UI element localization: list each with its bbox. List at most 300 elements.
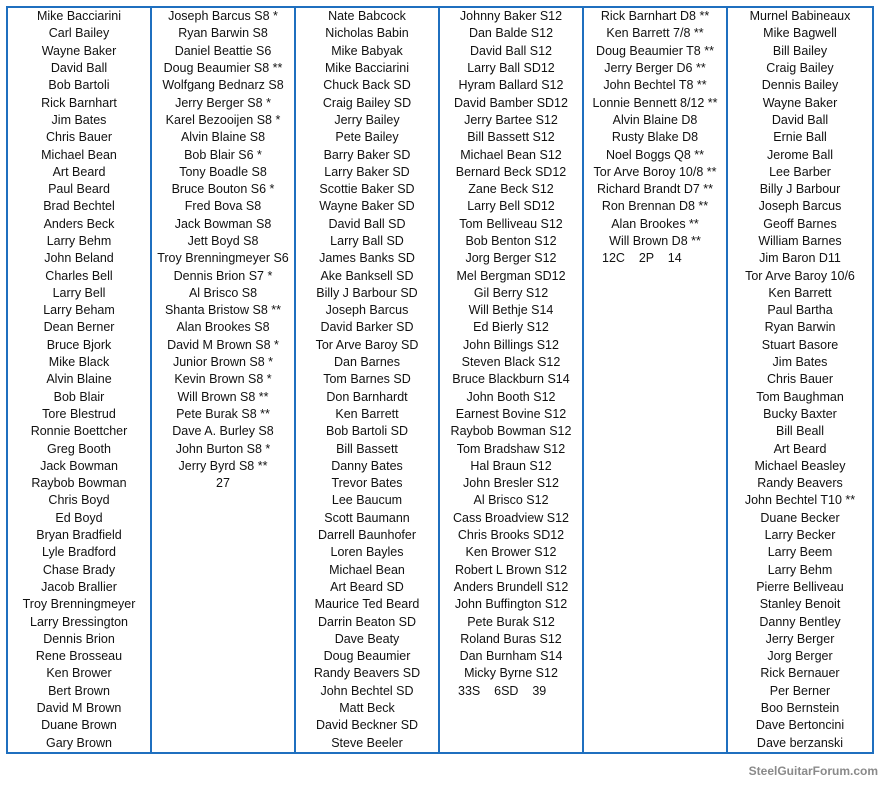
table-cell: Jim Baron D11 — [727, 250, 873, 267]
table-cell: Jerry Berger — [727, 631, 873, 648]
table-cell: Art Beard — [727, 440, 873, 457]
table-cell: Wolfgang Bednarz S8 — [151, 77, 295, 94]
table-cell: Bob Bartoli — [7, 77, 151, 94]
table-cell: Bill Bailey — [727, 43, 873, 60]
table-cell: Ken Brower S12 — [439, 544, 583, 561]
table-cell: Jacob Brallier — [7, 579, 151, 596]
table-cell: Tony Boadle S8 — [151, 164, 295, 181]
table-cell: Jerry Berger S8 * — [151, 94, 295, 111]
table-row — [7, 665, 873, 682]
table-cell: John Bechtel T10 ** — [727, 492, 873, 509]
table-cell: William Barnes — [727, 233, 873, 250]
table-cell: Steven Black S12 — [439, 354, 583, 371]
table-cell: David Bamber SD12 — [439, 94, 583, 111]
table-cell — [439, 734, 583, 752]
table-cell: Ernie Ball — [727, 129, 873, 146]
table-cell: Bucky Baxter — [727, 406, 873, 423]
table-cell: John Burton S8 * — [151, 440, 295, 457]
table-cell: Greg Booth — [7, 440, 151, 457]
table-cell — [583, 458, 727, 475]
table-cell: Art Beard SD — [295, 579, 439, 596]
table-cell: Troy Brenningmeyer — [7, 596, 151, 613]
table-cell: Mike Black — [7, 354, 151, 371]
table-cell: Ronnie Boettcher — [7, 423, 151, 440]
table-cell: David Beckner SD — [295, 717, 439, 734]
table-cell: Tore Blestrud — [7, 406, 151, 423]
table-cell: Jerry Berger D6 ** — [583, 60, 727, 77]
table-row — [7, 285, 873, 302]
table-cell — [151, 665, 295, 682]
table-cell: Craig Bailey SD — [295, 94, 439, 111]
table-cell: Tor Arve Baroy SD — [295, 337, 439, 354]
table-cell: Don Barnhardt — [295, 389, 439, 406]
table-cell: David Ball SD — [295, 216, 439, 233]
table-cell: Mike Babyak — [295, 43, 439, 60]
table-cell: Hyram Ballard S12 — [439, 77, 583, 94]
table-cell: Hal Braun S12 — [439, 458, 583, 475]
table-cell: Ken Barrett 7/8 ** — [583, 25, 727, 42]
table-cell: Ken Barrett — [727, 285, 873, 302]
table-cell — [151, 510, 295, 527]
table-cell — [583, 267, 727, 284]
table-cell: Nicholas Babin — [295, 25, 439, 42]
table-cell: Joseph Barcus S8 * — [151, 7, 295, 25]
table-cell — [151, 648, 295, 665]
table-cell: Bill Bassett — [295, 440, 439, 457]
table-row — [7, 371, 873, 388]
table-cell: Maurice Ted Beard — [295, 596, 439, 613]
table-cell: Ken Brower — [7, 665, 151, 682]
table-cell: Dave Beaty — [295, 631, 439, 648]
table-cell: Mike Bagwell — [727, 25, 873, 42]
table-cell: Lyle Bradford — [7, 544, 151, 561]
table-cell: Charles Bell — [7, 267, 151, 284]
table-row — [7, 337, 873, 354]
table-cell: Ken Barrett — [295, 406, 439, 423]
table-cell — [151, 734, 295, 752]
table-cell: Bernard Beck SD12 — [439, 164, 583, 181]
table-cell: Bruce Bouton S6 * — [151, 181, 295, 198]
table-cell: David Ball — [7, 60, 151, 77]
table-cell: Daniel Beattie S6 — [151, 43, 295, 60]
table-cell: David Ball S12 — [439, 43, 583, 60]
table-row — [7, 60, 873, 77]
table-cell: Dave berzanski — [727, 734, 873, 752]
table-row — [7, 25, 873, 42]
table-cell: Larry Bressington — [7, 613, 151, 630]
table-cell — [151, 717, 295, 734]
table-cell: Pete Burak S12 — [439, 613, 583, 630]
table-cell: Jett Boyd S8 — [151, 233, 295, 250]
table-cell: Larry Bell — [7, 285, 151, 302]
table-cell: Jim Bates — [727, 354, 873, 371]
table-cell — [151, 527, 295, 544]
table-cell: Raybob Bowman S12 — [439, 423, 583, 440]
table-cell: Shanta Bristow S8 ** — [151, 302, 295, 319]
table-row — [7, 631, 873, 648]
table-cell — [583, 337, 727, 354]
table-cell: Per Berner — [727, 683, 873, 700]
table-cell: Larry Beem — [727, 544, 873, 561]
table-cell: Micky Byrne S12 — [439, 665, 583, 682]
table-cell: Alvin Blaine — [7, 371, 151, 388]
table-cell: Michael Bean — [7, 146, 151, 163]
table-cell: Dave Bertoncini — [727, 717, 873, 734]
table-cell: Larry Ball SD12 — [439, 60, 583, 77]
table-cell: Jack Bowman S8 — [151, 216, 295, 233]
table-cell — [583, 440, 727, 457]
table-row — [7, 544, 873, 561]
table-row — [7, 596, 873, 613]
table-cell: Chuck Back SD — [295, 77, 439, 94]
site-watermark: SteelGuitarForum.com — [748, 764, 878, 778]
table-cell: Bill Beall — [727, 423, 873, 440]
table-cell: Bob Benton S12 — [439, 233, 583, 250]
table-cell: Will Brown D8 ** — [583, 233, 727, 250]
table-cell: Rick Barnhart D8 ** — [583, 7, 727, 25]
table-cell — [583, 683, 727, 700]
table-cell: John Beland — [7, 250, 151, 267]
table-cell: John Booth S12 — [439, 389, 583, 406]
table-row — [7, 198, 873, 215]
table-cell: Pete Bailey — [295, 129, 439, 146]
table-cell — [439, 700, 583, 717]
table-row — [7, 354, 873, 371]
table-cell: Mel Bergman SD12 — [439, 267, 583, 284]
table-row — [7, 613, 873, 630]
table-row — [7, 475, 873, 492]
table-cell: Joseph Barcus — [295, 302, 439, 319]
table-row — [7, 406, 873, 423]
table-cell: Jim Bates — [7, 112, 151, 129]
table-cell: Doug Beaumier — [295, 648, 439, 665]
table-cell: Bruce Bjork — [7, 337, 151, 354]
table-row — [7, 319, 873, 336]
table-row — [7, 164, 873, 181]
table-row — [7, 717, 873, 734]
table-cell: Fred Bova S8 — [151, 198, 295, 215]
table-cell: Murnel Babineaux — [727, 7, 873, 25]
table-cell: Chris Bauer — [727, 371, 873, 388]
table-cell: Randy Beavers — [727, 475, 873, 492]
table-cell: Karel Bezooijen S8 * — [151, 112, 295, 129]
table-cell: Danny Bentley — [727, 613, 873, 630]
table-cell — [583, 527, 727, 544]
table-cell — [583, 423, 727, 440]
table-cell: John Bechtel T8 ** — [583, 77, 727, 94]
table-row — [7, 648, 873, 665]
table-cell: James Banks SD — [295, 250, 439, 267]
table-row — [7, 510, 873, 527]
table-cell: John Buffington S12 — [439, 596, 583, 613]
table-cell — [583, 562, 727, 579]
table-cell: Zane Beck S12 — [439, 181, 583, 198]
table-cell: Mike Bacciarini — [7, 7, 151, 25]
table-cell: Bill Bassett S12 — [439, 129, 583, 146]
table-cell: Cass Broadview S12 — [439, 510, 583, 527]
table-cell: Ed Boyd — [7, 510, 151, 527]
table-cell: Will Brown S8 ** — [151, 389, 295, 406]
table-cell: Bruce Blackburn S14 — [439, 371, 583, 388]
table-cell: Jerry Bailey — [295, 112, 439, 129]
table-cell: Alan Brookes ** — [583, 216, 727, 233]
table-cell — [151, 579, 295, 596]
table-cell: Bryan Bradfield — [7, 527, 151, 544]
table-cell: Darrin Beaton SD — [295, 613, 439, 630]
table-cell — [583, 475, 727, 492]
table-cell: Tom Baughman — [727, 389, 873, 406]
table-cell: 12C 2P 14 — [583, 250, 727, 267]
table-cell — [583, 596, 727, 613]
table-cell: Chris Boyd — [7, 492, 151, 509]
table-cell: Rusty Blake D8 — [583, 129, 727, 146]
table-cell — [151, 562, 295, 579]
table-cell — [151, 683, 295, 700]
table-cell — [583, 665, 727, 682]
table-cell: Duane Brown — [7, 717, 151, 734]
table-cell: Dave A. Burley S8 — [151, 423, 295, 440]
table-cell: Robert L Brown S12 — [439, 562, 583, 579]
table-cell: Geoff Barnes — [727, 216, 873, 233]
table-cell: Johnny Baker S12 — [439, 7, 583, 25]
table-cell: Rick Bernauer — [727, 665, 873, 682]
table-cell: Larry Behm — [7, 233, 151, 250]
table-row — [7, 562, 873, 579]
table-cell: Boo Bernstein — [727, 700, 873, 717]
table-row — [7, 216, 873, 233]
table-cell — [583, 406, 727, 423]
table-cell: Alan Brookes S8 — [151, 319, 295, 336]
table-cell — [583, 631, 727, 648]
table-cell: Chris Bauer — [7, 129, 151, 146]
table-row — [7, 129, 873, 146]
table-cell: 33S 6SD 39 — [439, 683, 583, 700]
table-cell: Dennis Brion — [7, 631, 151, 648]
table-cell: Nate Babcock — [295, 7, 439, 25]
table-cell: David M Brown S8 * — [151, 337, 295, 354]
table-cell: Larry Bell SD12 — [439, 198, 583, 215]
table-row — [7, 112, 873, 129]
table-row — [7, 94, 873, 111]
table-cell — [583, 544, 727, 561]
table-row — [7, 77, 873, 94]
table-cell: Billy J Barbour — [727, 181, 873, 198]
table-cell: Dan Barnes — [295, 354, 439, 371]
table-cell: Ryan Barwin S8 — [151, 25, 295, 42]
table-cell: Anders Beck — [7, 216, 151, 233]
table-cell — [583, 648, 727, 665]
table-cell: Will Bethje S14 — [439, 302, 583, 319]
table-cell: Steve Beeler — [295, 734, 439, 752]
table-cell: Troy Brenningmeyer S6 — [151, 250, 295, 267]
table-cell: Rick Barnhart — [7, 94, 151, 111]
table-cell: Rene Brosseau — [7, 648, 151, 665]
table-cell — [151, 613, 295, 630]
roster-body — [7, 7, 873, 753]
table-row — [7, 700, 873, 717]
table-cell: Dan Burnham S14 — [439, 648, 583, 665]
table-row — [7, 302, 873, 319]
table-cell: Matt Beck — [295, 700, 439, 717]
table-cell: Lee Baucum — [295, 492, 439, 509]
table-row — [7, 527, 873, 544]
table-cell: Loren Bayles — [295, 544, 439, 561]
table-cell — [583, 510, 727, 527]
table-row — [7, 181, 873, 198]
table-cell — [583, 354, 727, 371]
table-cell — [583, 613, 727, 630]
table-cell — [151, 631, 295, 648]
table-row — [7, 267, 873, 284]
table-cell: Dan Balde S12 — [439, 25, 583, 42]
table-cell: Tor Arve Boroy 10/8 ** — [583, 164, 727, 181]
table-cell — [583, 302, 727, 319]
table-cell: Chase Brady — [7, 562, 151, 579]
table-cell: John Billings S12 — [439, 337, 583, 354]
table-cell: Jerry Bartee S12 — [439, 112, 583, 129]
table-row — [7, 683, 873, 700]
table-cell — [151, 492, 295, 509]
table-row — [7, 492, 873, 509]
table-cell: Paul Beard — [7, 181, 151, 198]
table-cell: Paul Bartha — [727, 302, 873, 319]
table-cell: Bob Blair — [7, 389, 151, 406]
table-cell: Bob Blair S6 * — [151, 146, 295, 163]
table-row — [7, 43, 873, 60]
table-cell: Tor Arve Baroy 10/6 — [727, 267, 873, 284]
table-cell: Al Brisco S8 — [151, 285, 295, 302]
table-cell: Larry Behm — [727, 562, 873, 579]
table-cell: Pete Burak S8 ** — [151, 406, 295, 423]
table-cell: Gil Berry S12 — [439, 285, 583, 302]
table-cell: Craig Bailey — [727, 60, 873, 77]
table-cell: Jerome Ball — [727, 146, 873, 163]
table-cell — [151, 700, 295, 717]
table-cell: Larry Baker SD — [295, 164, 439, 181]
table-cell: Earnest Bovine S12 — [439, 406, 583, 423]
table-row — [7, 389, 873, 406]
table-cell: Stanley Benoit — [727, 596, 873, 613]
table-cell: Duane Becker — [727, 510, 873, 527]
table-cell: Wayne Baker — [7, 43, 151, 60]
table-cell: Michael Bean S12 — [439, 146, 583, 163]
table-cell: Doug Beaumier S8 ** — [151, 60, 295, 77]
table-cell: Al Brisco S12 — [439, 492, 583, 509]
table-cell: Dennis Bailey — [727, 77, 873, 94]
table-cell — [583, 389, 727, 406]
table-cell: Michael Beasley — [727, 458, 873, 475]
table-cell: Trevor Bates — [295, 475, 439, 492]
table-cell — [583, 700, 727, 717]
table-row — [7, 423, 873, 440]
table-cell: Chris Brooks SD12 — [439, 527, 583, 544]
table-cell: Alvin Blaine D8 — [583, 112, 727, 129]
table-cell — [151, 596, 295, 613]
table-cell: Lonnie Bennett 8/12 ** — [583, 94, 727, 111]
table-cell — [151, 544, 295, 561]
table-cell — [583, 579, 727, 596]
table-cell: David Ball — [727, 112, 873, 129]
table-row — [7, 233, 873, 250]
table-row — [7, 250, 873, 267]
table-cell — [583, 371, 727, 388]
table-cell: John Bresler S12 — [439, 475, 583, 492]
table-cell: Danny Bates — [295, 458, 439, 475]
table-cell: Stuart Basore — [727, 337, 873, 354]
table-cell — [583, 492, 727, 509]
table-cell: Doug Beaumier T8 ** — [583, 43, 727, 60]
table-cell: Ryan Barwin — [727, 319, 873, 336]
table-cell: Dennis Brion S7 * — [151, 267, 295, 284]
table-cell: Larry Ball SD — [295, 233, 439, 250]
table-cell: Joseph Barcus — [727, 198, 873, 215]
table-cell: Barry Baker SD — [295, 146, 439, 163]
table-cell: Ron Brennan D8 ** — [583, 198, 727, 215]
table-cell: Jorg Berger S12 — [439, 250, 583, 267]
table-row — [7, 579, 873, 596]
table-cell: Gary Brown — [7, 734, 151, 752]
table-cell: Randy Beavers SD — [295, 665, 439, 682]
table-cell: Jack Bowman — [7, 458, 151, 475]
table-cell: David Barker SD — [295, 319, 439, 336]
table-cell: Wayne Baker — [727, 94, 873, 111]
table-cell: Jorg Berger — [727, 648, 873, 665]
table-cell: Dean Berner — [7, 319, 151, 336]
table-cell: Michael Bean — [295, 562, 439, 579]
table-cell: Scottie Baker SD — [295, 181, 439, 198]
table-cell: Art Beard — [7, 164, 151, 181]
table-cell: Tom Bradshaw S12 — [439, 440, 583, 457]
table-cell: David M Brown — [7, 700, 151, 717]
table-cell: Jerry Byrd S8 ** — [151, 458, 295, 475]
roster-table — [6, 6, 874, 754]
table-cell: Alvin Blaine S8 — [151, 129, 295, 146]
table-cell: Mike Bacciarini — [295, 60, 439, 77]
table-cell — [583, 285, 727, 302]
table-cell: Anders Brundell S12 — [439, 579, 583, 596]
table-cell: John Bechtel SD — [295, 683, 439, 700]
table-cell — [583, 734, 727, 752]
table-cell: Wayne Baker SD — [295, 198, 439, 215]
table-row — [7, 734, 873, 752]
table-cell: Larry Becker — [727, 527, 873, 544]
table-cell: Ed Bierly S12 — [439, 319, 583, 336]
table-cell: Junior Brown S8 * — [151, 354, 295, 371]
table-cell: Larry Beham — [7, 302, 151, 319]
table-cell: Lee Barber — [727, 164, 873, 181]
table-cell: Darrell Baunhofer — [295, 527, 439, 544]
table-cell: Carl Bailey — [7, 25, 151, 42]
table-row — [7, 440, 873, 457]
table-cell: Pierre Belliveau — [727, 579, 873, 596]
table-cell — [583, 319, 727, 336]
table-cell: Richard Brandt D7 ** — [583, 181, 727, 198]
table-cell: Ake Banksell SD — [295, 267, 439, 284]
table-cell: Bert Brown — [7, 683, 151, 700]
table-cell — [439, 717, 583, 734]
table-cell: Brad Bechtel — [7, 198, 151, 215]
table-cell: 27 — [151, 475, 295, 492]
table-cell: Roland Buras S12 — [439, 631, 583, 648]
table-cell — [583, 717, 727, 734]
table-row — [7, 7, 873, 25]
table-cell: Noel Boggs Q8 ** — [583, 146, 727, 163]
table-cell: Bob Bartoli SD — [295, 423, 439, 440]
table-row — [7, 146, 873, 163]
table-cell: Raybob Bowman — [7, 475, 151, 492]
table-cell: Scott Baumann — [295, 510, 439, 527]
table-cell: Billy J Barbour SD — [295, 285, 439, 302]
